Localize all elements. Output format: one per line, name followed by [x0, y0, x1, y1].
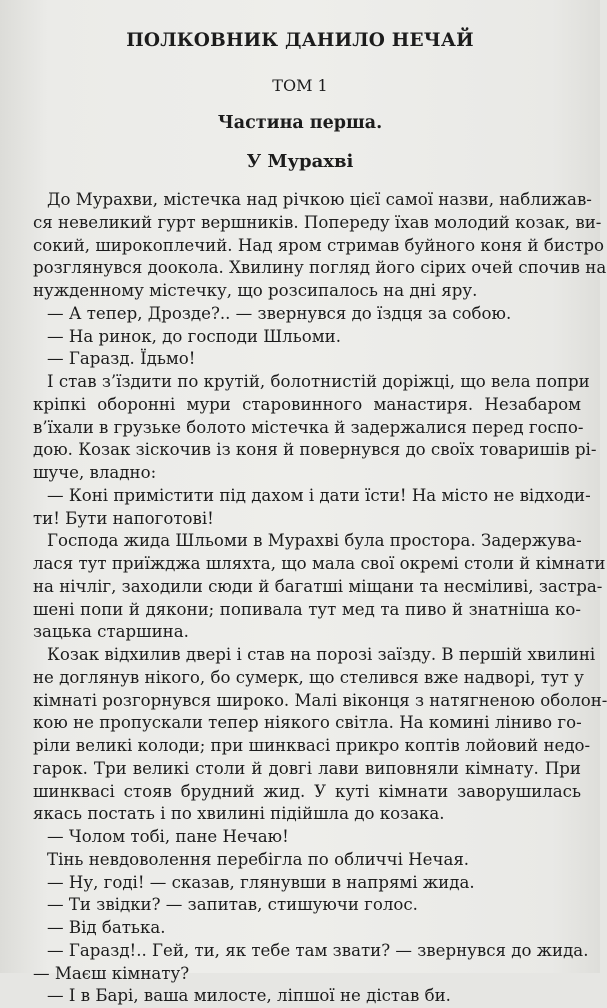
body-text [33, 189, 607, 1008]
text-line: шені попи й дякони; попивала тут мед та пиво й знатніша ко- [33, 599, 581, 619]
text-line: До Мурахви, містечка над річкою цієї самої назви, наближав- [47, 190, 592, 209]
text-line: шинквасі стояв брудний жид. У куті кімнати заворушилась [33, 781, 581, 801]
part-heading: Частина перша. [217, 113, 383, 133]
text-line: якась постать і по хвилині підійшла до козака. [33, 804, 445, 824]
chapter-heading: У Мурахві [246, 151, 354, 172]
volume-label: ТОМ 1 [272, 76, 328, 95]
text-line: — А тепер, Дрозде?.. — звернувся до їздця за собою. [47, 303, 512, 323]
text-line: дою. Козак зіскочив із коня й повернувся до своїх товаришів рі- [33, 440, 597, 460]
text-line: — Гаразд!.. Гей, ти, як тебе там звати? — звернувся до жида. [47, 940, 589, 960]
text-line: ся невеликий гурт вершників. Попереду їхав молодий козак, ви- [33, 212, 602, 232]
text-line: — І в Барі, ваша милосте, ліпшої не дістав би. [47, 986, 451, 1006]
text-line: зацька старшина. [33, 622, 189, 642]
text-line: нужденному містечку, що розсипалось на дні яру. [33, 281, 478, 300]
text-line: кріпкі оборонні мури старовинного манастиря. Незабаром [33, 394, 581, 414]
text-line: на нічліг, заходили сюди й багатші міщани та несміливі, застра- [33, 576, 603, 596]
text-line: — Чолом тобі, пане Нечаю! [47, 827, 289, 846]
text-line: не доглянув нікого, бо сумерк, що стелився вже надворі, тут у [33, 667, 584, 687]
text-line: — Ти звідки? — запитав, стишуючи голос. [47, 895, 418, 915]
text-line: розглянувся доокола. Хвилину погляд його сірих очей спочив на [33, 258, 607, 278]
text-line: Козак відхилив двері і став на порозі заїзду. В першій хвилині [47, 645, 596, 664]
text-line: кімнаті розгорнувся широко. Малі віконця з натягненою оболон- [33, 690, 607, 710]
text-line: — На ринок, до господи Шльоми. [47, 326, 341, 346]
text-line: ріли великі колоди; при шинквасі прикро коптів лойовий недо- [33, 736, 591, 755]
text-line: — Гаразд. Їдьмо! [47, 349, 196, 369]
text-line: — Маєш кімнату? [33, 963, 190, 983]
text-line: І став з’їздити по крутій, болотнистій доріжці, що вела попри [47, 372, 590, 391]
text-line: лася тут приїжджа шляхта, що мала свої окремі столи й кімнати [33, 554, 606, 573]
text-line: — Коні примістити під дахом і дати їсти! На місто не відходи- [47, 485, 591, 505]
text-line: в’їхали в грузьке болото містечка й задержалися перед госпо- [33, 417, 584, 437]
text-line: гарок. Три великі столи й довгі лави виповняли кімнату. При [33, 758, 581, 778]
text-line: Тінь невдоволення перебігла по обличчі Нечая. [47, 849, 470, 869]
text-line: — Від батька. [47, 918, 166, 937]
book-title: ПОЛКОВНИК ДАНИЛО НЕЧАЙ [126, 30, 474, 51]
text-line: шуче, владно: [33, 463, 157, 482]
text-line: Господа жида Шльоми в Мурахві була простора. Задержува- [47, 531, 582, 551]
text-line: ти! Бути напоготові! [33, 508, 214, 528]
text-line: — Ну, годі! — сказав, глянувши в напрямі жида. [47, 872, 475, 892]
text-line: сокий, широкоплечий. Над яром стримав буйного коня й бистро [33, 235, 604, 255]
text-line: кою не пропускали тепер ніякого світла. На комині ліниво го- [33, 713, 582, 733]
